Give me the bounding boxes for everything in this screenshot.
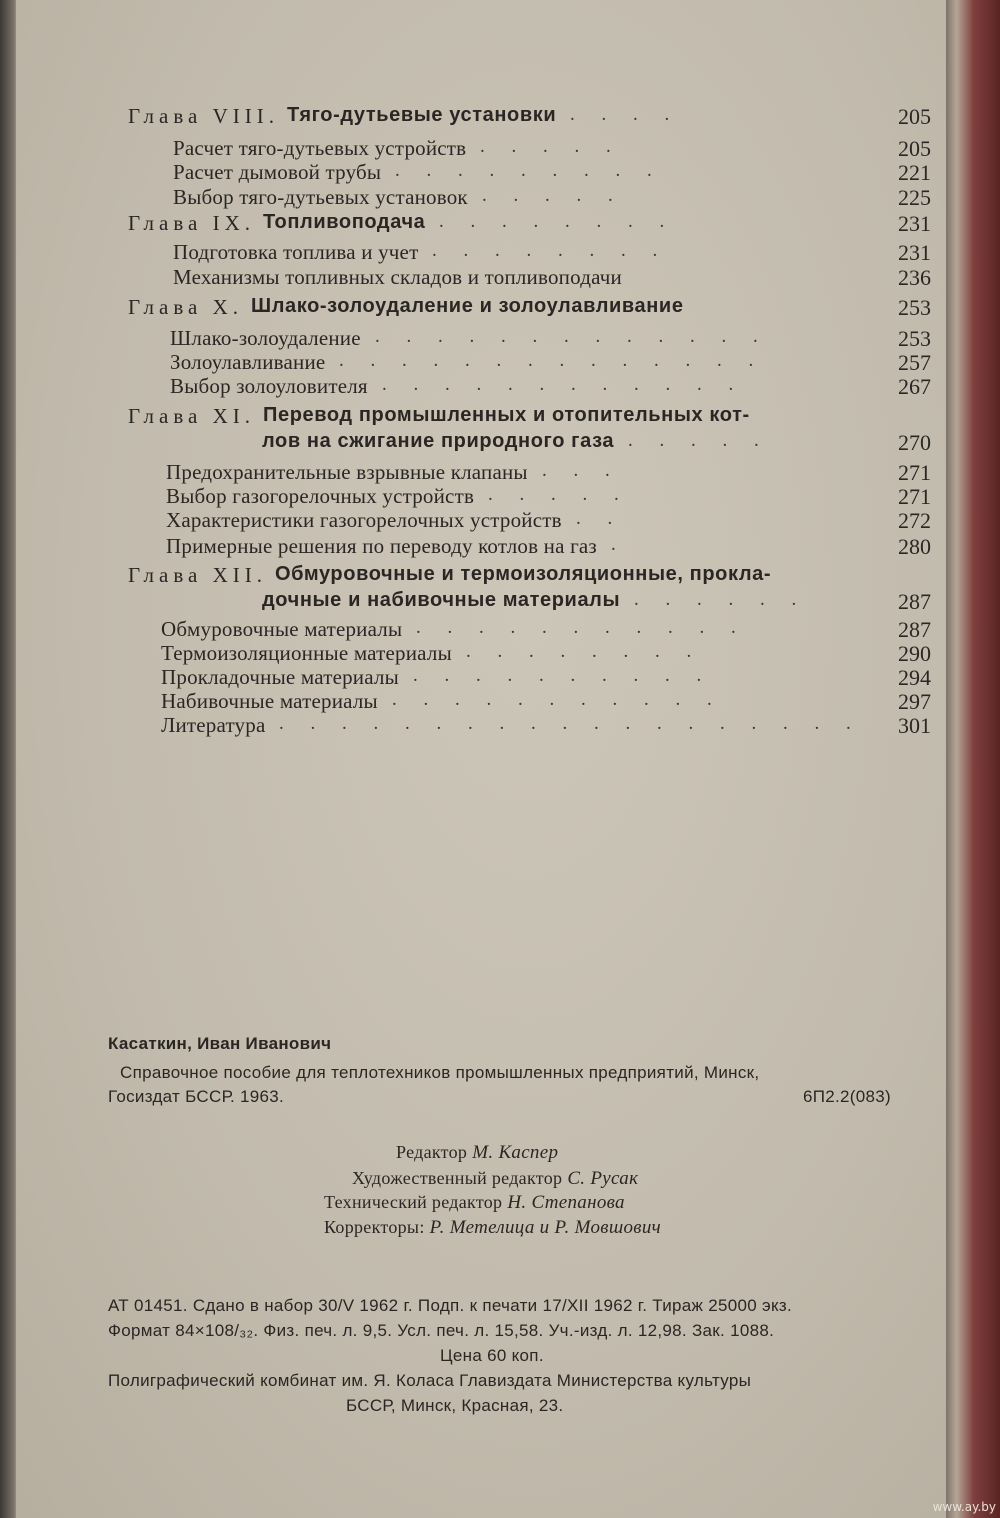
toc-entry (16, 326, 946, 352)
page-number: 301 (898, 713, 931, 738)
toc-entry (16, 265, 946, 291)
publisher-year: Госиздат БССР. 1963. (108, 1087, 285, 1106)
toc-entry (16, 665, 946, 691)
page-number: 231 (898, 211, 931, 236)
author-name: Касаткин, Иван Иванович (108, 1034, 332, 1053)
section-title: Выбор газогорелочных устройств (166, 484, 475, 508)
toc-entry (16, 508, 946, 534)
toc-entry (16, 484, 946, 510)
leader-dots: . . . . . (482, 185, 624, 206)
page-number: 225 (898, 185, 931, 210)
right-cover-edge (942, 0, 1000, 1518)
toc-entry (16, 563, 946, 589)
leader-dots: . . . . . (628, 430, 770, 451)
page-number: 253 (898, 326, 931, 351)
page-number: 271 (898, 460, 931, 485)
leader-dots: . . . . . . . . . . . . . (375, 326, 769, 347)
leader-dots: . . . . . . . . (466, 641, 703, 662)
colophon (16, 1030, 946, 1490)
chapter-title-continued: лов на сжигание природного газа (262, 430, 615, 452)
section-title: Подготовка топлива и учет (173, 240, 419, 264)
book-page (16, 0, 946, 1518)
chapter-number: Глава IX. (128, 211, 255, 235)
art-editor-name: С. Русак (567, 1168, 639, 1189)
toc-entry (16, 136, 946, 162)
table-of-contents (16, 0, 946, 760)
art-editor-line (352, 1168, 638, 1190)
leader-dots: . (611, 534, 627, 555)
editor-name: М. Каспер (472, 1142, 559, 1163)
section-title: Выбор тяго-дутьевых установок (173, 185, 468, 209)
chapter-number: Глава XI. (128, 404, 255, 428)
section-title: Термоизоляционные материалы (161, 641, 452, 665)
page-number: 290 (898, 641, 931, 666)
toc-entry (16, 430, 946, 456)
toc-entry (16, 374, 946, 400)
toc-entry (16, 404, 946, 430)
price: Цена 60 коп. (440, 1346, 544, 1365)
leader-dots: . . . . . . . . (432, 240, 669, 261)
tech-editor-role: Технический редактор (324, 1192, 503, 1212)
section-title: Расчет тяго-дутьевых устройств (173, 136, 467, 160)
classification-code: 6П2.2(083) (803, 1087, 891, 1106)
section-title: Расчет дымовой трубы (173, 160, 382, 184)
toc-entry (16, 185, 946, 211)
book-description: Справочное пособие для теплотехников промышленных предприятий, Минск, (120, 1063, 760, 1082)
section-title: Механизмы топливных складов и топливоподачи (173, 265, 622, 289)
section-title: Шлако-золоудаление (170, 326, 361, 350)
printer-line1: Полиграфический комбинат им. Я. Коласа Главиздата Министерства культуры (108, 1371, 752, 1390)
page-number: 257 (898, 350, 931, 375)
print-info-line1: АТ 01451. Сдано в набор 30/V 1962 г. Подп. к печати 17/XII 1962 г. Тираж 25000 экз. (108, 1296, 793, 1315)
printer-line2: БССР, Минск, Красная, 23. (346, 1396, 564, 1415)
tech-editor-line (324, 1192, 625, 1214)
leader-dots: . . (576, 508, 624, 529)
chapter-number: Глава VIII. (128, 104, 279, 128)
print-info-line2: Формат 84×108/₃₂. Физ. печ. л. 9,5. Усл. печ. л. 15,58. Уч.-изд. л. 12,98. Зак. 1088. (108, 1321, 775, 1340)
toc-entry (16, 534, 946, 560)
toc-entry (16, 617, 946, 643)
proofreaders-names: Р. Метелица и Р. Мовшович (429, 1217, 661, 1238)
chapter-number: Глава X. (128, 295, 243, 319)
watermark: www.ay.by (932, 1500, 996, 1514)
toc-entry (16, 295, 946, 321)
leader-dots: . . . . . . . . . . . . . . . . . . . (279, 713, 862, 734)
leader-dots: . . . . . (480, 136, 622, 157)
page-number: 280 (898, 534, 931, 559)
leader-dots: . . . . . . . . . (395, 160, 663, 181)
section-title: Набивочные материалы (161, 689, 378, 713)
page-number: 271 (898, 484, 931, 509)
toc-entry (16, 350, 946, 376)
chapter-title-continued: дочные и набивочные материалы (262, 589, 621, 611)
section-title: Выбор золоуловителя (170, 374, 368, 398)
page-number: 236 (898, 265, 931, 290)
leader-dots: . . . . . . (634, 589, 808, 610)
page-number: 267 (898, 374, 931, 399)
chapter-number: Глава XII. (128, 563, 267, 587)
toc-entry (16, 460, 946, 486)
page-number: 205 (898, 104, 931, 129)
leader-dots: . . . . . . . . . . . . . . (339, 350, 765, 371)
page-number: 270 (898, 430, 931, 455)
chapter-title: Шлако-золоудаление и золоулавливание (251, 295, 684, 317)
page-number: 297 (898, 689, 931, 714)
page-number: 231 (898, 240, 931, 265)
page-number: 221 (898, 160, 931, 185)
section-title: Обмуровочные материалы (161, 617, 403, 641)
toc-entry (16, 104, 946, 130)
section-title: Примерные решения по переводу котлов на газ (166, 534, 597, 558)
toc-entry (16, 641, 946, 667)
page-number: 272 (898, 508, 931, 533)
leader-dots: . . . . . (488, 484, 630, 505)
chapter-title: Тяго-дутьевые установки (287, 104, 557, 126)
leader-dots: . . . . . . . . . . . (416, 617, 747, 638)
leader-dots: . . . . . . . . . . (413, 665, 713, 686)
section-title: Прокладочные материалы (161, 665, 399, 689)
section-title: Литература (161, 713, 266, 737)
leader-dots: . . . . . . . . . . . (392, 689, 723, 710)
chapter-title: Топливоподача (263, 211, 426, 233)
leader-dots: . . . . . . . . . . . . (382, 374, 745, 395)
proofreaders-role: Корректоры: (324, 1217, 425, 1237)
leader-dots: . . . (542, 460, 621, 481)
toc-entry (16, 211, 946, 237)
proofreaders-line (324, 1217, 661, 1239)
section-title: Характеристики газогорелочных устройств (166, 508, 562, 532)
page-number: 287 (898, 589, 931, 614)
page-number: 205 (898, 136, 931, 161)
toc-entry (16, 713, 946, 739)
toc-entry (16, 589, 946, 615)
toc-entry (16, 160, 946, 186)
toc-entry (16, 240, 946, 266)
editor-line (396, 1142, 558, 1164)
toc-entry (16, 689, 946, 715)
section-title: Золоулавливание (170, 350, 326, 374)
leader-dots: . . . . (570, 104, 681, 125)
page-number: 287 (898, 617, 931, 642)
leader-dots: . . . . . . . . (439, 211, 676, 232)
page-number: 294 (898, 665, 931, 690)
editor-role: Редактор (396, 1142, 468, 1162)
tech-editor-name: Н. Степанова (507, 1192, 625, 1213)
page-number: 253 (898, 295, 931, 320)
art-editor-role: Художественный редактор (352, 1168, 563, 1188)
chapter-title: Обмуровочные и термоизоляционные, прокла- (275, 563, 772, 585)
chapter-title: Перевод промышленных и отопительных кот- (263, 404, 750, 426)
section-title: Предохранительные взрывные клапаны (166, 460, 528, 484)
